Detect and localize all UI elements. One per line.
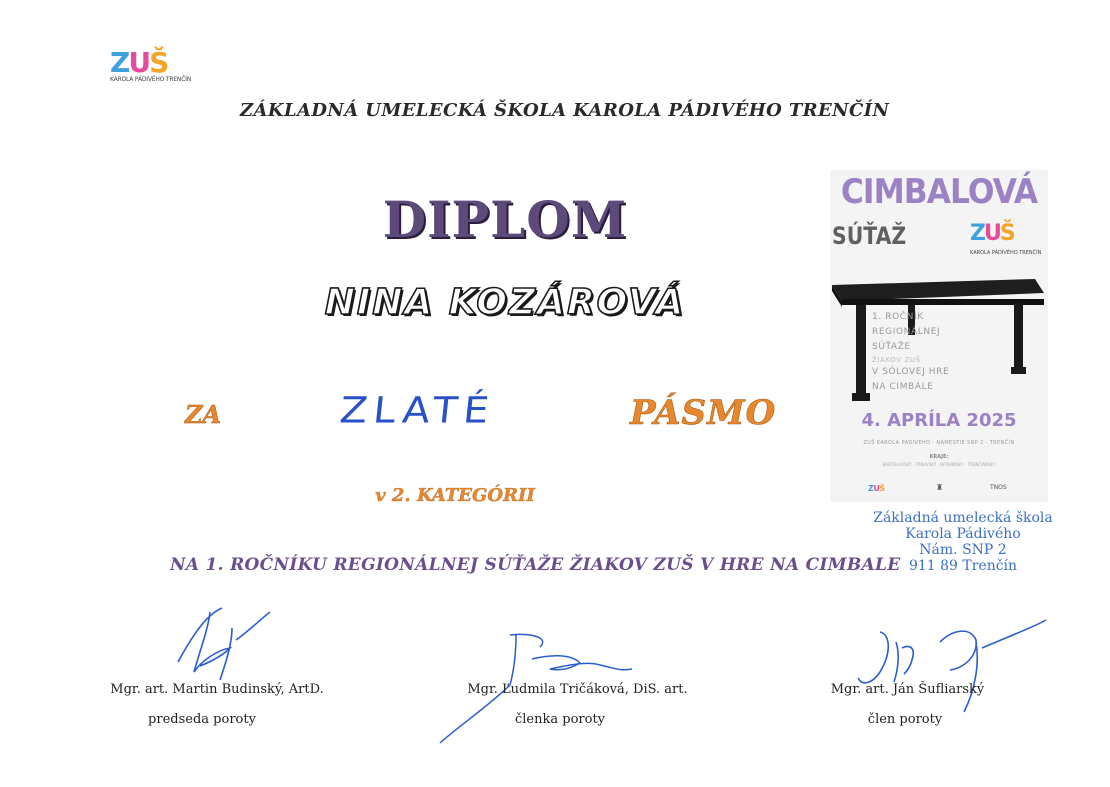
- signatory-name: Mgr. art. Ján Šufliarský: [830, 682, 985, 697]
- recipient-name: NINA KOZÁROVÁ: [324, 282, 686, 323]
- award-suffix: PÁSMO: [630, 393, 777, 433]
- poster-kraje-label: KRAJE:: [929, 454, 949, 460]
- signatory-3-role-wrap: [820, 712, 990, 727]
- poster-bottom-logo: ZUŠ: [868, 484, 885, 493]
- poster-text: 1. ROČNÍK REGIONÁLNEJ SÚŤAŽE ŽIAKOV ZUŠ V SÓLOVEJ HRE NA CIMBALE: [872, 312, 950, 392]
- poster-bottom-tnos: TNOS: [990, 484, 1007, 491]
- category-text: v 2. KATEGÓRII: [375, 485, 535, 506]
- signatory-role: predseda poroty: [148, 712, 256, 727]
- zus-logo-text: ZUŠ: [110, 46, 168, 79]
- signatory-role: členka poroty: [514, 712, 606, 727]
- poster-logo: ZUŠ: [970, 221, 1014, 246]
- school-name: ZÁKLADNÁ UMELECKÁ ŠKOLA KAROLA PÁDIVÉHO TRENČÍN: [240, 100, 890, 121]
- signatory-3: [820, 682, 995, 697]
- signatory-1: [102, 682, 332, 697]
- poster-kraje-list: BRATISLAVSKÝ · TRNAVSKÝ · NITRIANSKY · TRENČIANSKY: [882, 462, 996, 467]
- poster-title: CIMBALOVÁ: [840, 172, 1038, 212]
- event-description: NA 1. ROČNÍKU REGIONÁLNEJ SÚŤAŽE ŽIAKOV ZUŠ V HRE NA CIMBALE: [170, 555, 901, 575]
- signature-budinsky-icon: [170, 600, 280, 690]
- zus-logo-subtitle: KAROLA PÁDIVÉHO TRENČÍN: [110, 76, 192, 83]
- school-stamp: Základná umelecká škola Karola Pádivého Nám. SNP 2 911 89 Trenčín: [873, 510, 1053, 574]
- poster-address: ZUŠ KAROLA PÁDIVÉHO · NÁMESTIE SNP 2 · TRENČÍN: [863, 440, 1015, 446]
- poster-subtitle: SÚŤAŽ: [832, 222, 907, 250]
- competition-poster: [830, 170, 1048, 502]
- signatory-name: Mgr. art. Martin Budinský, ArtD.: [110, 682, 324, 697]
- zus-logo: [110, 46, 192, 88]
- award-prefix: ZA: [185, 400, 222, 429]
- diploma-title: DIPLOM: [382, 190, 628, 249]
- signatory-2: [455, 682, 700, 697]
- signatory-2-role-wrap: [455, 712, 665, 727]
- signatory-name: Mgr. Ľudmila Tričáková, DiS. art.: [467, 682, 688, 697]
- signature-sufliarsky-icon: [840, 612, 1060, 722]
- crest-icon: ♜: [936, 483, 944, 492]
- poster-date: 4. APRÍLA 2025: [861, 410, 1017, 431]
- signatory-1-role-wrap: [102, 712, 302, 727]
- poster-logo-subtitle: KAROLA PÁDIVÉHO TRENČÍN: [970, 250, 1042, 256]
- signatory-role: člen poroty: [867, 712, 943, 727]
- award-handwritten: ZLATÉ: [337, 390, 497, 432]
